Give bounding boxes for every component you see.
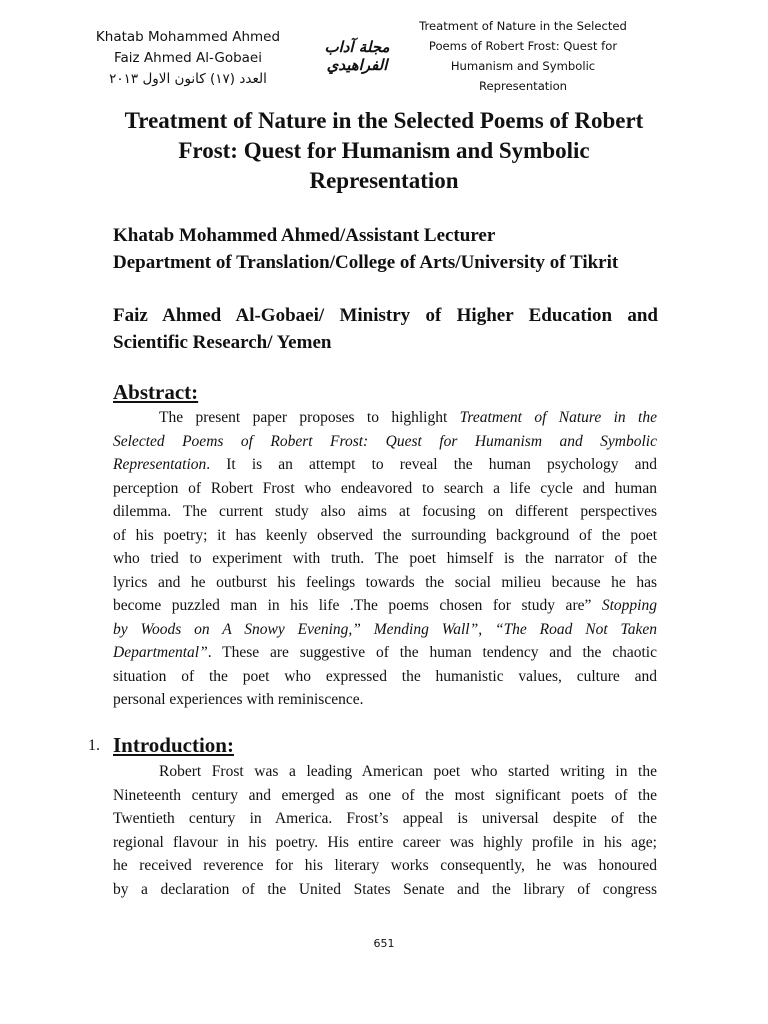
abstract-line: The present paper proposes to highlight Treatment of Nature in the (159, 409, 657, 426)
running-title-line: Treatment of Nature in the Selected (419, 19, 627, 33)
abstract-line: dilemma. The current study also aims at focusing on different perspectives (113, 503, 657, 520)
introduction-line: by a declaration of the United States Senate and the library of congress (113, 880, 657, 898)
journal-logo: مجلة آداب الفراهيدي (324, 38, 390, 74)
abstract-line: personal experiences with reminiscence. (113, 691, 364, 708)
introduction-line: regional flavour in his poetry. His entire career was highly profile in his age; (113, 833, 657, 851)
abstract-line: perception of Robert Frost who endeavored to search a life cycle and human (113, 479, 657, 497)
abstract-line: Selected Poems of Robert Frost: Quest for Humanism and Symbolic (113, 432, 657, 450)
title-line: Treatment of Nature in the Selected Poems of Robert (124, 108, 644, 133)
running-head-title (418, 16, 628, 96)
author-1-affiliation (113, 222, 658, 276)
header-issue: العدد (١٧) كانون الاول ٢٠١٣ (109, 71, 267, 87)
author-2-affiliation (113, 302, 658, 356)
abstract-line: by Woods on A Snowy Evening,” Mending Wall”, “The Road Not Taken (113, 620, 657, 638)
abstract-line: Representation. It is an attempt to reveal the human psychology and (113, 456, 657, 473)
introduction-line: he received reverence for his literary works consequently, he was honoured (113, 857, 657, 874)
abstract-heading: Abstract: (113, 380, 199, 404)
abstract-body (113, 406, 657, 712)
author-2-ministry: Scientific Research/ Yemen (113, 332, 332, 353)
title-line: Representation (309, 168, 459, 193)
page-number: 651 (373, 937, 395, 950)
title-line: Frost: Quest for Humanism and Symbolic (178, 138, 590, 163)
author-1-name: Khatab Mohammed Ahmed/Assistant Lecturer (113, 225, 496, 246)
author-2-name: Faiz Ahmed Al-Gobaei/ Ministry of Higher Education and (113, 305, 658, 326)
abstract-line: of his poetry; it has keenly observed the surrounding background of the poet (113, 526, 657, 544)
running-title-line: Humanism and Symbolic Representation (450, 59, 596, 93)
running-head-authors (78, 27, 298, 90)
abstract-line: become puzzled man in his life .The poems chosen for study are” Stopping (113, 597, 657, 614)
abstract-line: lyrics and he outburst his feelings towards the social milieu because he has (113, 573, 657, 591)
introduction-body (113, 760, 657, 901)
header-author-2: Faiz Ahmed Al-Gobaei (113, 50, 262, 66)
paper-title (100, 106, 668, 196)
abstract-line: who tried to experiment with truth. The poet himself is the narrator of the (113, 550, 657, 567)
introduction-line: Robert Frost was a leading American poet who started writing in the (159, 763, 657, 780)
section-number: 1. (88, 737, 100, 754)
author-1-department: Department of Translation/College of Arts/University of Tikrit (113, 252, 619, 273)
introduction-line: Twentieth century in America. Frost’s appeal is universal despite of the (113, 810, 657, 827)
introduction-line: Nineteenth century and emerged as one of the most significant poets of the (113, 786, 657, 804)
introduction-heading: Introduction: (113, 733, 234, 757)
running-title-line: Poems of Robert Frost: Quest for (428, 39, 618, 53)
abstract-line: situation of the poet who expressed the humanistic values, culture and (113, 667, 657, 685)
abstract-line: Departmental”. These are suggestive of the human tendency and the chaotic (113, 644, 657, 661)
header-author-1: Khatab Mohammed Ahmed (95, 29, 281, 45)
